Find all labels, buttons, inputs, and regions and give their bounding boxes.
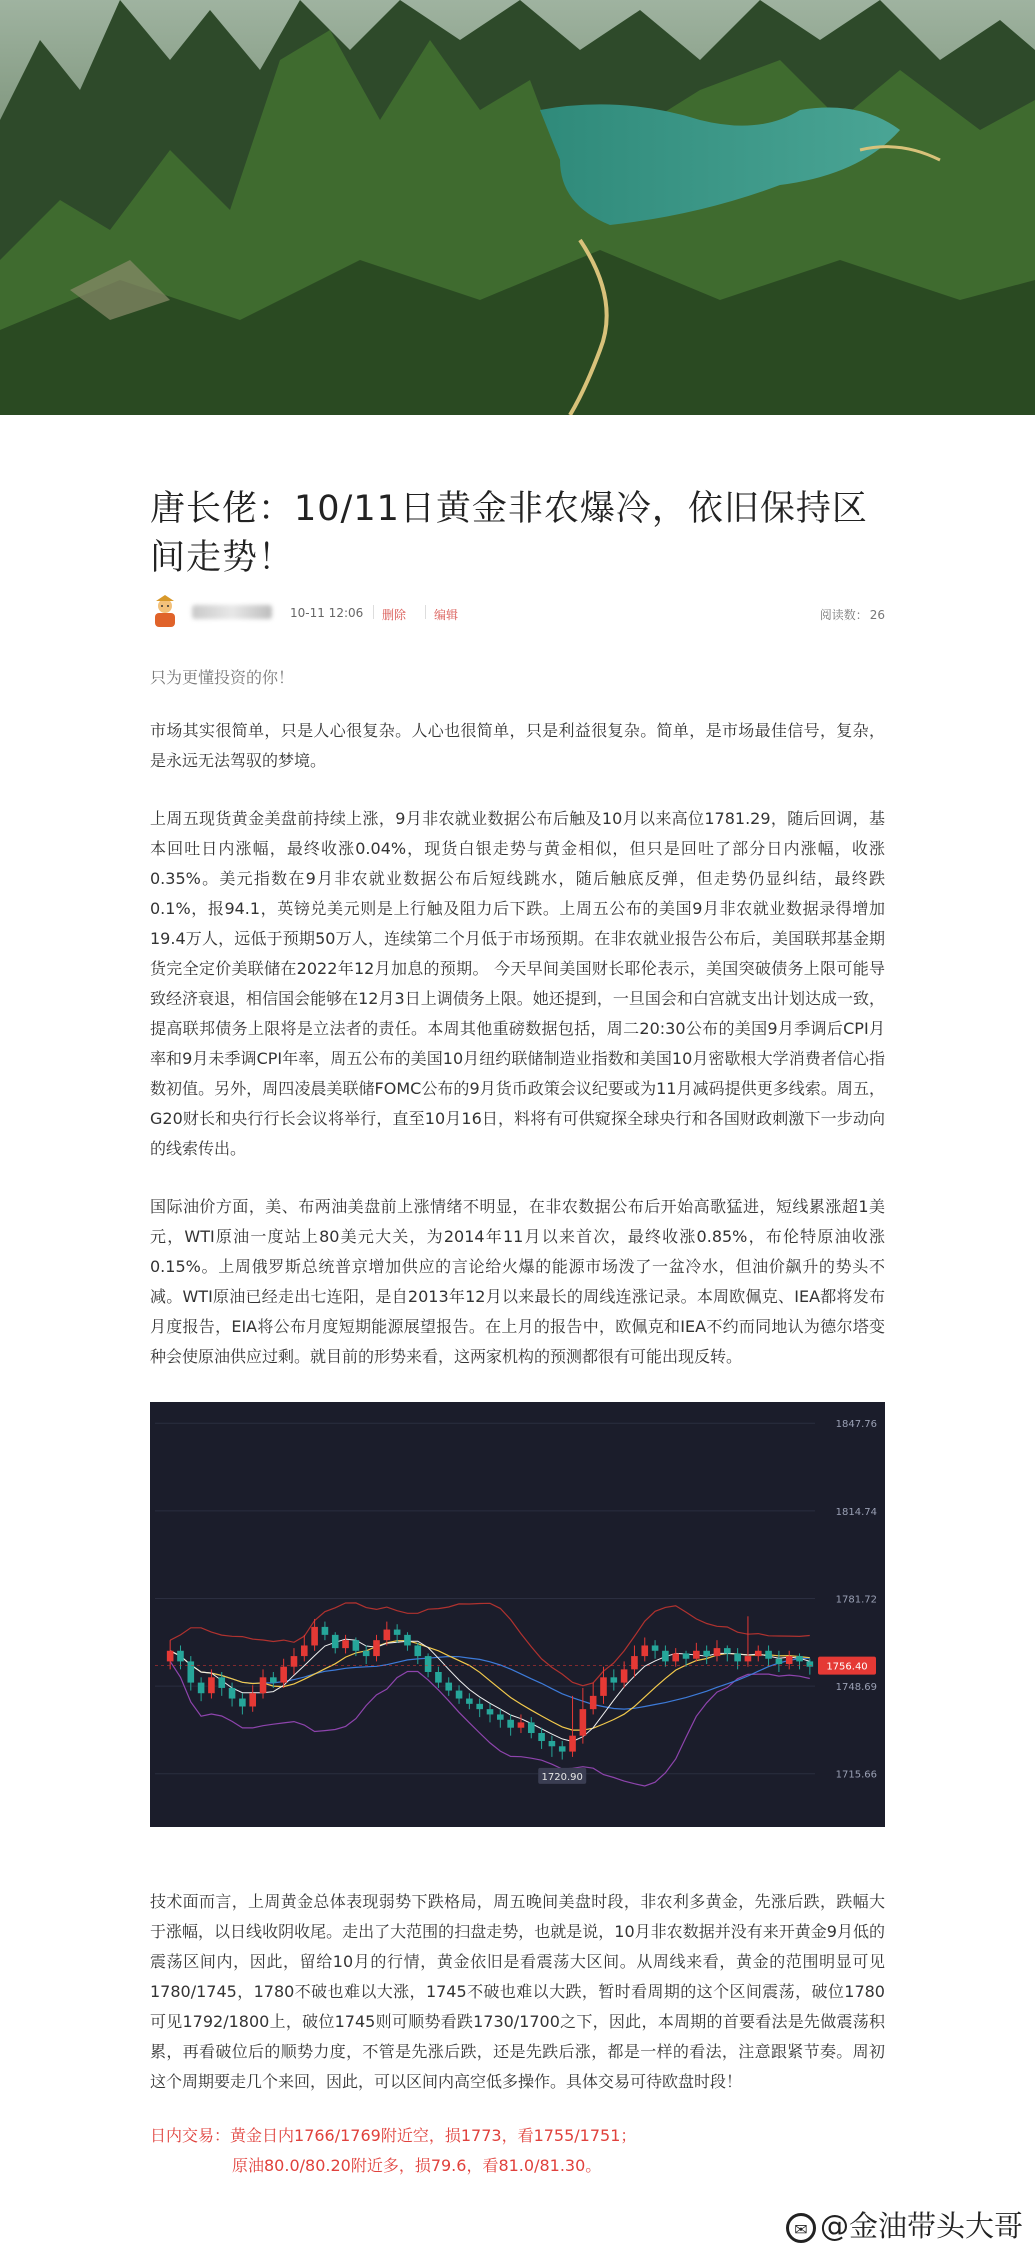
chart-canvas (150, 1402, 885, 1827)
candle-body (662, 1651, 669, 1662)
candle-body (466, 1699, 473, 1704)
candle-body (476, 1704, 483, 1709)
header-banner-image (0, 0, 1035, 415)
candle-body (404, 1635, 411, 1646)
candle-body (497, 1714, 504, 1719)
article-meta (150, 595, 885, 635)
candle-body (507, 1720, 514, 1728)
candle-body (291, 1656, 298, 1667)
candle-body (198, 1683, 205, 1694)
candle-body (445, 1683, 452, 1691)
paragraph-intro: 市场其实很简单，只是人心很复杂。人心也很简单，只是利益很复杂。简单，是市场最佳信号，复杂，是永远无法驾驭的梦境。 (150, 721, 885, 770)
article-slogan: 只为更懂投资的你！ (150, 668, 295, 687)
y-tick-label: 1814.74 (835, 1506, 877, 1518)
trade-oil-line (150, 2151, 885, 2181)
candle-body (384, 1630, 391, 1641)
candle-body (786, 1656, 793, 1664)
candle-body (394, 1630, 401, 1635)
trade-plan (150, 2121, 885, 2181)
candle-body (724, 1648, 731, 1653)
delete-link[interactable]: 删除 (382, 608, 407, 622)
candle-body (239, 1699, 246, 1707)
upper-band-line (170, 1603, 810, 1686)
author-watermark (786, 2204, 1023, 2245)
candle-body (249, 1693, 256, 1706)
candle-body (229, 1688, 236, 1699)
candle-body (425, 1656, 432, 1672)
trade-gold-line (150, 2121, 885, 2151)
y-tick-label: 1847.76 (835, 1419, 877, 1431)
author-avatar[interactable] (150, 595, 180, 627)
candle-body (734, 1653, 741, 1661)
candle-body (322, 1627, 329, 1635)
candle-body (435, 1672, 442, 1683)
read-count (820, 606, 885, 623)
publish-date: 10-11 12:06 (290, 606, 364, 620)
candle-body (538, 1733, 545, 1741)
candle-body (714, 1648, 721, 1656)
candle-body (414, 1645, 421, 1656)
candle-body (611, 1677, 618, 1682)
candle-body (672, 1653, 679, 1661)
candle-body (487, 1709, 494, 1714)
candle-body (755, 1651, 762, 1656)
paragraph-gold-macro: 上周五现货黄金美盘前持续上涨，9月非农就业数据公布后触及10月以来高位1781.29，随后回调，基本回吐日内涨幅，最终收涨0.04%，现货白银走势与黄金相似，但只是回吐了部分日内涨幅，收涨0.35%。美元指数在9月非农就业数据公布后短线跳水，随后触底反弹，但走势仍显纠结，最终跌0.1%，报94.1，英镑兑美元则是上行触及阻力后下跌。上周五公布的美国9月非农就业数据录得增加19.4万人，远低于预期50万人，连续第二个月低于市场预期。在非农就业报告公布后，美国联邦基金期货完全定价美联储在2022年12月加息的预期。 今天早间美国财长耶伦表示，美国突破债务上限可能导致经济衰退，相信国会能够在12月3日上调债务上限。她还提到，一旦国会和白宫就支出计划达成一致，提高联邦债务上限将是立法者的责任。本周其他重磅数据包括，周二20:30公布的美国9月季调后CPI月率和9月未季调CPI年率，周五公布的美国10月纽约联储制造业指数和美国10月密歇根大学消费者信心指数初值。另外，周四凌晨美联储FOMC公布的9月货币政策会议纪要或为11月减码提供更多线索。周五，G20财长和央行行长会议将举行，直至10月16日，料将有可供窥探全球央行和各国财政刺激下一步动向的线索传出。 (150, 809, 885, 1158)
author-name-blurred[interactable] (192, 605, 272, 619)
candle-body (631, 1656, 638, 1669)
current-price-label: 1756.40 (826, 1661, 868, 1673)
candle-body (353, 1640, 360, 1651)
candle-body (311, 1627, 318, 1646)
candle-body (208, 1677, 215, 1693)
candle-body (342, 1640, 349, 1648)
watermark-text: @金油带头大哥 (819, 2209, 1023, 2243)
weibo-icon: ✉ (786, 2213, 816, 2243)
candle-body (456, 1691, 463, 1699)
candle-body (363, 1651, 370, 1656)
candle-body (590, 1696, 597, 1709)
candle-body (641, 1645, 648, 1656)
candle-body (518, 1722, 525, 1727)
candle-body (745, 1656, 752, 1661)
candle-body (703, 1651, 710, 1656)
candle-body (301, 1645, 308, 1656)
candle-body (218, 1677, 225, 1688)
article (150, 485, 885, 2181)
y-tick-label: 1715.66 (835, 1769, 877, 1781)
candle-body (776, 1659, 783, 1664)
low-price-label: 1720.90 (541, 1771, 583, 1783)
read-count-value: 26 (869, 608, 885, 622)
candle-body (260, 1677, 267, 1693)
candle-body (765, 1651, 772, 1659)
candle-body (559, 1746, 566, 1751)
candle-body (270, 1677, 277, 1682)
paragraph-oil: 国际油价方面，美、布两油美盘前上涨情绪不明显，在非农数据公布后开始高歌猛进，短线累涨超1美元，WTI原油一度站上80美元大关，为2014年11月以来首次，最终收涨0.85%，布伦特原油收涨0.15%。上周俄罗斯总统普京增加供应的言论给火爆的能源市场泼了一盆冷水，但油价飙升的势头不减。WTI原油已经走出七连阳，是自2013年12月以来最长的周线连涨记录。本周欧佩克、IEA都将发布月度报告，EIA将公布月度短期能源展望报告。在上月的报告中，欧佩克和IEA不约而同地认为德尔塔变种会使原油供应过剩。就目前的形势来看，这两家机构的预测都很有可能出现反转。 (150, 1197, 885, 1366)
gold-price-chart (150, 1402, 885, 1827)
candle-body (621, 1669, 628, 1682)
candle-body (332, 1635, 339, 1648)
trade-label: 日内交易： (150, 2126, 231, 2145)
candle-body (580, 1709, 587, 1736)
meta-divider (373, 605, 374, 619)
trade-oil: 原油80.0/80.20附近多，损79.6，看81.0/81.30。 (232, 2156, 602, 2175)
read-count-label: 阅读数： (819, 608, 868, 622)
candle-body (693, 1651, 700, 1659)
candle-body (569, 1736, 576, 1752)
y-tick-label: 1781.72 (835, 1594, 877, 1606)
candle-body (528, 1722, 535, 1733)
candle-body (600, 1677, 607, 1696)
article-title: 唐长佬：10/11日黄金非农爆冷，依旧保持区间走势！ (150, 489, 868, 578)
paragraph-technical: 技术面而言，上周黄金总体表现弱势下跌格局，周五晚间美盘时段，非农利多黄金，先涨后跌，跌幅大于涨幅，以日线收阴收尾。走出了大范围的扫盘走势，也就是说，10月非农数据并没有来开黄金9月低的震荡区间内，因此，留给10月的行情，黄金依旧是看震荡大区间。从周线来看，黄金的范围明显可见1780/1745，1780不破也难以大涨，1745不破也难以大跌，暂时看周期的这个区间震荡，破位1780可见1792/1800上，破位1745则可顺势看跌1730/1700之下，因此，本周期的首要看法是先做震荡积累，再看破位后的顺势力度，不管是先涨后跌，还是先跌后涨，都是一样的看法，注意跟紧节奏。周初这个周期要走几个来回，因此，可以区间内高空低多操作。具体交易可待欧盘时段！ (150, 1892, 885, 2091)
candle-body (373, 1640, 380, 1656)
candle-body (177, 1651, 184, 1662)
y-tick-label: 1748.69 (835, 1682, 877, 1694)
trade-gold: 黄金日内1766/1769附近空，损1773，看1755/1751； (230, 2126, 637, 2145)
candle-body (187, 1661, 194, 1682)
edit-link[interactable]: 编辑 (434, 608, 459, 622)
candle-body (280, 1667, 287, 1683)
candle-body (796, 1656, 803, 1661)
candle-body (549, 1741, 556, 1746)
candle-body (652, 1645, 659, 1650)
candle-body (167, 1651, 174, 1662)
candle-body (683, 1653, 690, 1658)
meta-divider (425, 605, 426, 619)
